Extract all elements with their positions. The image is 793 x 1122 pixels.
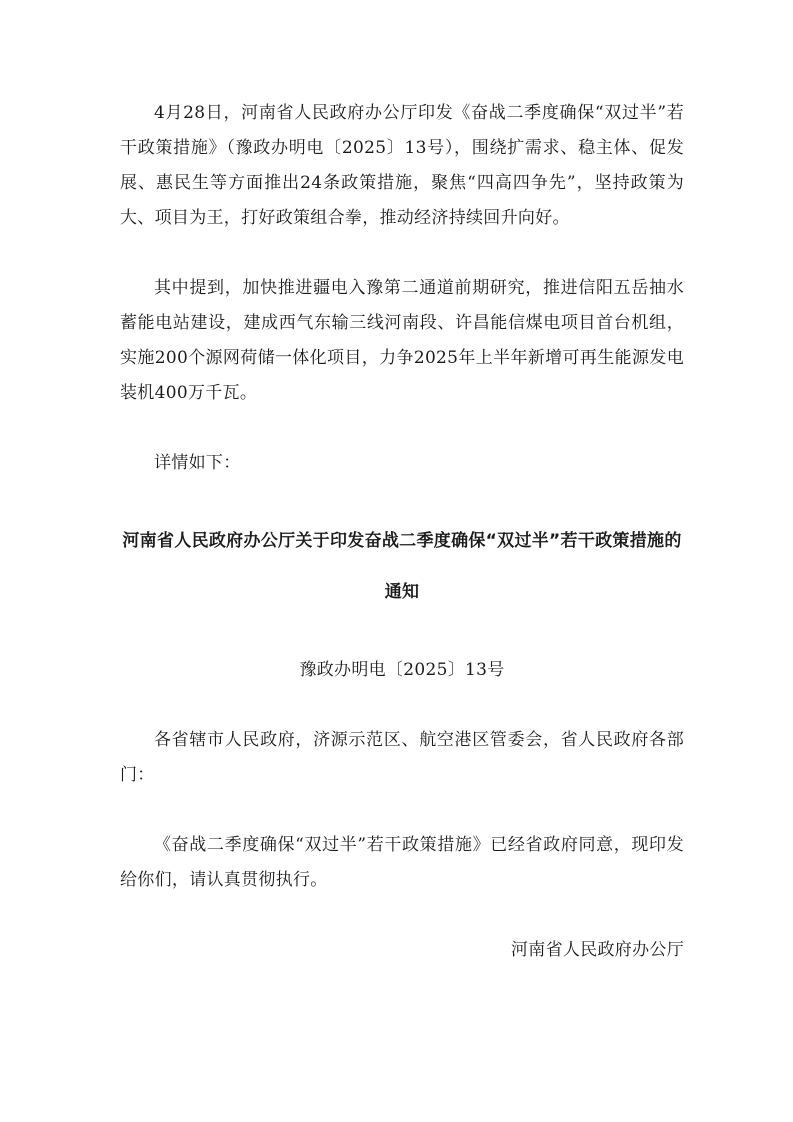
intro-paragraph-3: 详情如下： (154, 453, 241, 473)
intro-paragraph-1: 4月28日，河南省人民政府办公厅印发《奋战二季度确保“双过半”若干政策措施》（豫政办明电〔2025〕13号），围绕扩需求、稳主体、促发展、惠民生等方面推出24条政策措施，聚焦“四高四争先”，坚持政策为大、项目为王，打好政策组合拳，推动经济持续回升向好。 (120, 103, 684, 228)
spacer (120, 688, 684, 723)
notice-title: 河南省人民政府办公厅关于印发奋战二季度确保“双过半”若干政策措施的通知 (122, 531, 682, 602)
intro-paragraph-2: 其中提到，加快推进疆电入豫第二通道前期研究，推进信阳五岳抽水蓄能电站建设，建成西气东输三线河南段、许昌能信煤电项目首台机组，实施200个源网荷储一体化项目，力争2025年上半年新增可再生能源发电装机400万千瓦。 (120, 278, 684, 403)
notice-doc-number: 豫政办明电〔2025〕13号 (299, 660, 505, 680)
notice-signature: 河南省人民政府办公厅 (511, 940, 684, 960)
notice-body: 《奋战二季度确保“双过半”若干政策措施》已经省政府同意，现印发给你们，请认真贯彻执行。 (120, 835, 684, 890)
spacer (120, 481, 684, 516)
notice-addressees: 各省辖市人民政府，济源示范区、航空港区管委会，省人民政府各部门： (120, 730, 684, 785)
spacer (120, 898, 684, 933)
spacer (120, 793, 684, 828)
document-page (120, 96, 684, 968)
spacer (120, 411, 684, 446)
spacer (120, 618, 684, 653)
spacer (120, 236, 684, 271)
